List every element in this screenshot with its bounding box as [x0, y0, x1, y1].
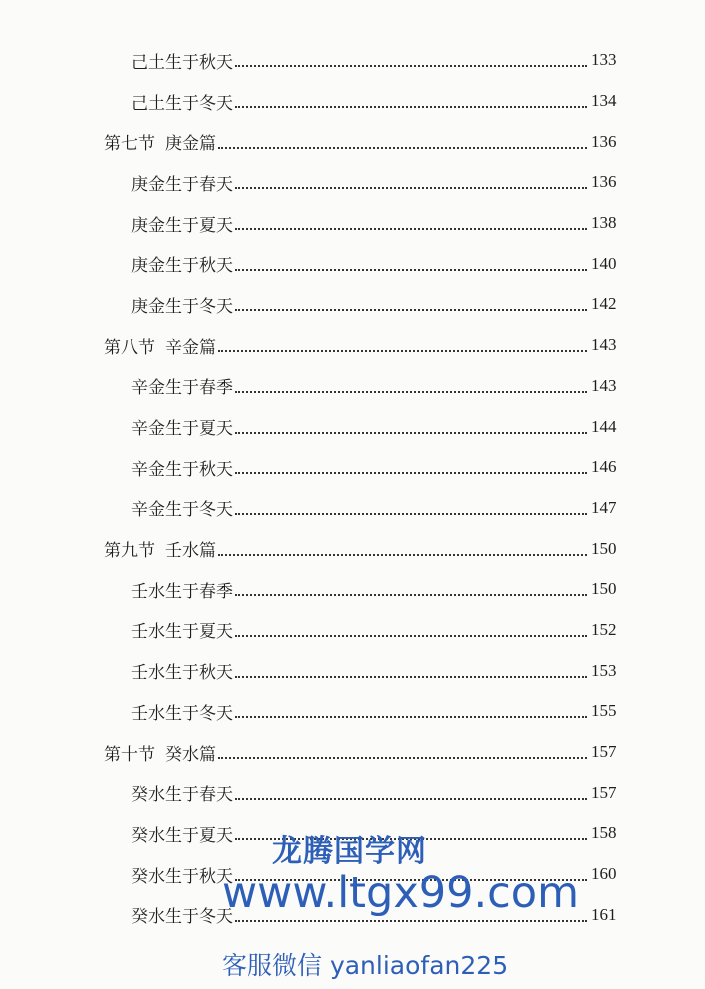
- toc-entry-label: 庚金生于秋天: [131, 256, 233, 277]
- toc-entry-label: 癸水生于冬天: [131, 907, 233, 928]
- dot-leader: [235, 432, 587, 434]
- dot-leader: [235, 838, 587, 840]
- dot-leader: [218, 554, 587, 556]
- toc-entry-label: 壬水生于夏天: [131, 622, 233, 643]
- toc-section-title: 壬水篇: [165, 541, 216, 562]
- toc-entry-row: [0, 243, 705, 284]
- toc-page-number: 161: [591, 904, 617, 924]
- toc-page-number: 143: [591, 335, 617, 355]
- dot-leader: [235, 513, 587, 515]
- toc-page-number: 152: [591, 619, 617, 639]
- toc-section-row: [0, 528, 705, 569]
- toc-entry-row: [0, 81, 705, 122]
- toc-entry-row: [0, 854, 705, 895]
- dot-leader: [235, 879, 587, 881]
- toc-section-number: 第八节: [104, 337, 155, 358]
- toc-entry-row: [0, 569, 705, 610]
- toc-entry-row: [0, 813, 705, 854]
- toc-entry-label: 己土生于秋天: [131, 52, 233, 73]
- watermark-contact: 客服微信 yanliaofan225: [222, 951, 509, 980]
- toc-page-number: 136: [591, 172, 617, 192]
- dot-leader: [235, 594, 587, 596]
- toc-page-number: 158: [591, 823, 617, 843]
- toc-entry-label: 壬水生于冬天: [131, 703, 233, 724]
- toc-section-title: 癸水篇: [165, 744, 216, 765]
- toc-section-number: 第九节: [104, 541, 155, 562]
- toc-entry-row: [0, 366, 705, 407]
- dot-leader: [235, 187, 587, 189]
- toc-section-heading: [104, 129, 216, 154]
- dot-leader: [235, 920, 587, 922]
- toc-page-number: 134: [591, 91, 617, 111]
- toc-entry-row: [0, 894, 705, 935]
- dot-leader: [235, 716, 587, 718]
- toc-page-number: 147: [591, 497, 617, 517]
- dot-leader: [235, 798, 587, 800]
- dot-leader: [235, 635, 587, 637]
- toc-entry-row: [0, 284, 705, 325]
- toc-page-number: 146: [591, 457, 617, 477]
- toc-page-number: 143: [591, 375, 617, 395]
- toc-section-row: [0, 121, 705, 162]
- toc-section-number: 第十节: [104, 744, 155, 765]
- toc-entry-label: 癸水生于春天: [131, 785, 233, 806]
- toc-entry-label: 庚金生于冬天: [131, 296, 233, 317]
- toc-section-title: 辛金篇: [165, 337, 216, 358]
- toc-entry-label: 辛金生于冬天: [131, 500, 233, 521]
- dot-leader: [235, 106, 587, 108]
- dot-leader: [218, 350, 587, 352]
- toc-page-number: 157: [591, 742, 617, 762]
- toc-section-heading: [104, 333, 216, 358]
- toc-entry-label: 辛金生于春季: [131, 378, 233, 399]
- toc-entry-label: 庚金生于夏天: [131, 215, 233, 236]
- dot-leader: [235, 65, 587, 67]
- toc-entry-label: 辛金生于夏天: [131, 419, 233, 440]
- toc-entry-row: [0, 203, 705, 244]
- toc-page-number: 155: [591, 701, 617, 721]
- toc-page-number: 150: [591, 538, 617, 558]
- watermark-url: www.ltgx99.com: [222, 868, 579, 918]
- toc-entry-label: 壬水生于春季: [131, 581, 233, 602]
- dot-leader: [235, 228, 587, 230]
- toc-page-number: 138: [591, 213, 617, 233]
- toc-entry-row: [0, 40, 705, 81]
- toc-entry-label: 辛金生于秋天: [131, 459, 233, 480]
- toc-page-number: 157: [591, 782, 617, 802]
- toc-section-row: [0, 732, 705, 773]
- dot-leader: [235, 269, 587, 271]
- toc-page-number: 140: [591, 253, 617, 273]
- toc-entry-label: 庚金生于春天: [131, 174, 233, 195]
- dot-leader: [235, 676, 587, 678]
- toc-section-heading: [104, 536, 216, 561]
- toc-entry-row: [0, 650, 705, 691]
- table-of-contents: [0, 40, 705, 935]
- toc-page-number: 160: [591, 864, 617, 884]
- dot-leader: [235, 472, 587, 474]
- toc-section-row: [0, 325, 705, 366]
- toc-entry-row: [0, 406, 705, 447]
- toc-page-number: 153: [591, 660, 617, 680]
- toc-page-number: 144: [591, 416, 617, 436]
- toc-entry-label: 己土生于冬天: [131, 93, 233, 114]
- toc-section-number: 第七节: [104, 134, 155, 155]
- toc-entry-row: [0, 488, 705, 529]
- dot-leader: [218, 147, 587, 149]
- toc-page-number: 136: [591, 131, 617, 151]
- toc-entry-row: [0, 610, 705, 651]
- dot-leader: [235, 391, 587, 393]
- toc-page-number: 133: [591, 50, 617, 70]
- dot-leader: [235, 309, 587, 311]
- toc-section-heading: [104, 740, 216, 765]
- dot-leader: [218, 757, 587, 759]
- toc-section-title: 庚金篇: [165, 134, 216, 155]
- toc-entry-label: 癸水生于夏天: [131, 825, 233, 846]
- toc-entry-row: [0, 691, 705, 732]
- toc-entry-label: 癸水生于秋天: [131, 866, 233, 887]
- toc-entry-label: 壬水生于秋天: [131, 663, 233, 684]
- toc-entry-row: [0, 447, 705, 488]
- toc-entry-row: [0, 772, 705, 813]
- toc-entry-row: [0, 162, 705, 203]
- toc-page-number: 142: [591, 294, 617, 314]
- watermark-site-name: 龙腾国学网: [272, 834, 427, 869]
- toc-page-number: 150: [591, 579, 617, 599]
